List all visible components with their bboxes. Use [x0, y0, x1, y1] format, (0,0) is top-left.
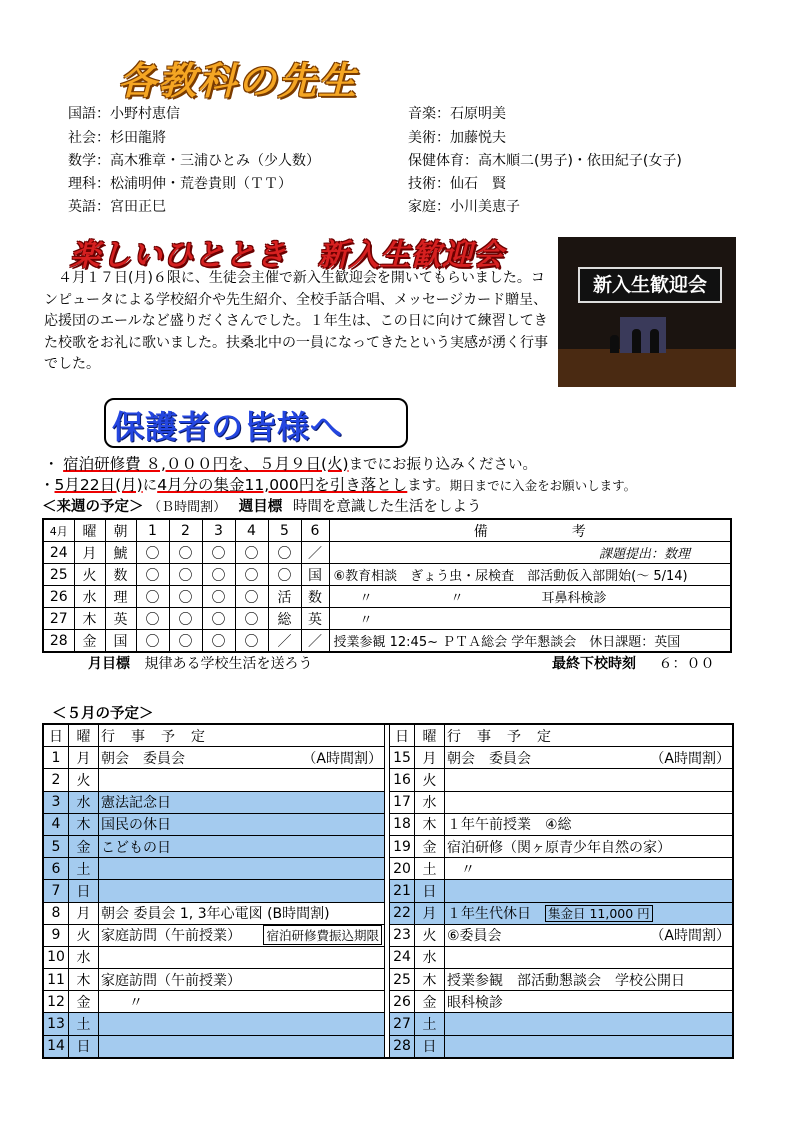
may-event-cell [445, 835, 734, 857]
may-weekday: 金 [415, 835, 445, 857]
week-cell: 〇 [202, 608, 235, 630]
may-row [43, 880, 733, 902]
may-weekday: 土 [69, 1013, 99, 1035]
photo-banner: 新入生歓迎会 [578, 267, 722, 303]
may-day: 3 [43, 791, 69, 813]
notice-bullet: ・ [44, 457, 64, 473]
week-header-cell: 5 [268, 519, 301, 542]
week-row [43, 564, 731, 586]
week-schedule-table [42, 518, 732, 653]
may-weekday: 金 [69, 835, 99, 857]
may-event: 授業参観 部活動懇談会 学校公開日 [447, 972, 685, 989]
notice-payment-amount: 宿泊研修費 ８,０００円を、５月９日(火) [63, 455, 349, 473]
may-day: 20 [390, 858, 415, 880]
week-cell: 26 [43, 586, 74, 608]
week-cell: 〇 [268, 564, 301, 586]
week-cell: 火 [74, 564, 105, 586]
week-cell: 鯱 [105, 542, 136, 564]
may-weekday: 月 [69, 902, 99, 924]
teacher-entry: 保健体育：高木順二(男子)・依田紀子(女子) [408, 153, 682, 169]
may-weekday: 月 [415, 747, 445, 769]
week-row [43, 586, 731, 608]
may-event-timetable: （A時間割） [650, 928, 730, 945]
week-cell: 〇 [169, 586, 202, 608]
may-row [43, 991, 733, 1013]
may-row [43, 791, 733, 813]
may-day: 6 [43, 858, 69, 880]
may-event-cell [445, 946, 734, 968]
week-cell: 〇 [235, 564, 268, 586]
may-event: 朝会 委員会 [447, 750, 531, 767]
may-day: 15 [390, 747, 415, 769]
week-cell: 理 [105, 586, 136, 608]
month-goal: 規律ある学校生活を送ろう [144, 656, 313, 672]
photo-person [632, 329, 641, 353]
may-header-cell: 行 事 予 定 [445, 724, 734, 747]
week-goal: 時間を意識した生活をしよう [292, 499, 482, 515]
may-day: 7 [43, 880, 69, 902]
week-goal-label: 週目標 [238, 499, 283, 515]
week-cell: 〇 [268, 542, 301, 564]
may-schedule-table [42, 723, 734, 1059]
week-header-cell: 備 考 [329, 519, 731, 542]
week-cell: 〇 [136, 630, 169, 653]
teacher-entry: 社会：杉田龍將 [68, 130, 166, 146]
week-cell: 国 [301, 564, 329, 586]
week-cell: 25 [43, 564, 74, 586]
may-event: 家庭訪問（午前授業） [101, 928, 241, 945]
week-cell: 数 [105, 564, 136, 586]
may-weekday: 日 [415, 1035, 445, 1058]
week-cell: 月 [74, 542, 105, 564]
may-row [43, 946, 733, 968]
may-day: 1 [43, 747, 69, 769]
may-event-cell [99, 1013, 385, 1035]
teacher-entry: 美術：加藤悦夫 [408, 130, 506, 146]
may-event-cell [445, 747, 734, 769]
week-remarks-cell: ⑥教育相談 ぎょう虫・尿検査 部活動仮入部開始(～ 5/14) [329, 564, 731, 586]
teacher-entry: 国語：小野村恵信 [68, 106, 180, 122]
may-header-cell: 曜 [415, 724, 445, 747]
week-cell: 〇 [235, 630, 268, 653]
may-weekday: 日 [69, 880, 99, 902]
may-event-cell [99, 969, 385, 991]
week-cell: 〇 [169, 564, 202, 586]
may-event-cell [445, 902, 734, 924]
may-day: 24 [390, 946, 415, 968]
may-day: 5 [43, 835, 69, 857]
photo-person [610, 335, 619, 353]
may-weekday: 日 [69, 1035, 99, 1058]
teacher-entry: 数学：高木雅章・三浦ひとみ（少人数） [68, 153, 320, 169]
may-weekday: 水 [415, 946, 445, 968]
week-cell: 〇 [136, 608, 169, 630]
may-header-cell: 日 [43, 724, 69, 747]
week-header-cell: 3 [202, 519, 235, 542]
may-event-cell [445, 880, 734, 902]
may-event-cell [445, 813, 734, 835]
welcome-photo [558, 237, 736, 387]
may-day: 4 [43, 813, 69, 835]
may-event: 朝会 委員会 [101, 750, 185, 767]
week-cell: 〇 [202, 542, 235, 564]
may-weekday: 月 [415, 902, 445, 924]
notice-withdrawal [40, 473, 636, 495]
week-cell: ／ [301, 542, 329, 564]
may-row [43, 813, 733, 835]
notice-payment-text: までにお振り込みください。 [348, 457, 538, 473]
week-row [43, 630, 731, 653]
parents-title: 保護者の皆様へ [112, 408, 344, 446]
week-cell: ／ [301, 630, 329, 653]
month-goal-label: 月目標 [88, 656, 130, 672]
week-cell: 〇 [136, 564, 169, 586]
week-cell: ／ [268, 630, 301, 653]
week-header-cell: 1 [136, 519, 169, 542]
week-remarks-cell: 〃 [329, 608, 731, 630]
may-event: ⑥委員会 [447, 928, 502, 945]
may-event-cell [445, 1013, 734, 1035]
may-event: 宿泊研修（関ヶ原青少年自然の家） [447, 839, 671, 856]
week-header-cell: 4 [235, 519, 268, 542]
last-leave-time: ６：００ [658, 656, 715, 672]
may-weekday: 火 [69, 769, 99, 791]
week-heading: ＜来週の予定＞ [42, 499, 144, 515]
may-event: 憲法記念日 [101, 795, 171, 812]
may-weekday: 水 [69, 791, 99, 813]
may-weekday: 木 [69, 813, 99, 835]
week-cell: 28 [43, 630, 74, 653]
teacher-entry: 音楽：石原明美 [408, 106, 506, 122]
may-day: 28 [390, 1035, 415, 1058]
may-event-cell [99, 1035, 385, 1058]
may-weekday: 水 [415, 791, 445, 813]
week-cell: 〇 [202, 564, 235, 586]
may-row [43, 1013, 733, 1035]
may-weekday: 木 [69, 969, 99, 991]
may-event-cell [445, 791, 734, 813]
week-timetable-type: （Ｂ時間割） [148, 500, 227, 515]
may-day: 18 [390, 813, 415, 835]
notice-withdrawal-small: 期日までに入金をお願いします。 [449, 478, 637, 493]
may-day: 27 [390, 1013, 415, 1035]
week-cell: 数 [301, 586, 329, 608]
may-day: 19 [390, 835, 415, 857]
last-leave-label: 最終下校時刻 [552, 656, 636, 672]
may-event: 家庭訪問（午前授業） [101, 972, 241, 989]
week-cell: 木 [74, 608, 105, 630]
may-weekday: 木 [415, 813, 445, 835]
may-day: 9 [43, 924, 69, 946]
may-row [43, 969, 733, 991]
may-event-cell [445, 858, 734, 880]
may-weekday: 木 [415, 969, 445, 991]
may-header-row [43, 724, 733, 747]
may-event: 眼科検診 [447, 994, 503, 1011]
may-weekday: 火 [69, 924, 99, 946]
notice-withdrawal-date: 5月22日(月) [54, 476, 143, 494]
week-cell: 〇 [169, 542, 202, 564]
may-weekday: 月 [69, 747, 99, 769]
week-cell: 24 [43, 542, 74, 564]
may-day: 8 [43, 902, 69, 924]
week-cell: 27 [43, 608, 74, 630]
week-cell: 国 [105, 630, 136, 653]
may-weekday: 土 [415, 1013, 445, 1035]
photo-stage [558, 349, 736, 387]
week-cell: 〇 [235, 542, 268, 564]
may-event-cell [99, 791, 385, 813]
may-event: 〃 [101, 994, 143, 1011]
may-day: 14 [43, 1035, 69, 1058]
week-header-cell: 4月 [43, 519, 74, 542]
week-cell: 金 [74, 630, 105, 653]
week-header-cell: 2 [169, 519, 202, 542]
may-day: 26 [390, 991, 415, 1013]
week-remarks-cell: 授業参観 12:45~ ＰＴＡ総会 学年懇談会 休日課題：英国 [329, 630, 731, 653]
week-cell: 〇 [136, 542, 169, 564]
may-event-cell [99, 769, 385, 791]
may-header-cell: 日 [390, 724, 415, 747]
teacher-entry: 英語：宮田正巳 [68, 199, 166, 215]
photo-person [650, 329, 659, 353]
welcome-title: 楽しいひととき 新入生歓迎会 [70, 238, 504, 273]
may-weekday: 金 [415, 991, 445, 1013]
teachers-title: 各教科の先生 [118, 59, 359, 103]
week-remarks-cell: 〃 〃 耳鼻科検診 [329, 586, 731, 608]
may-day: 17 [390, 791, 415, 813]
may-event-cell [99, 880, 385, 902]
week-heading-line [42, 495, 481, 516]
may-row [43, 1035, 733, 1058]
may-weekday: 火 [415, 924, 445, 946]
teacher-entry: 家庭：小川美恵子 [408, 199, 520, 215]
welcome-paragraph: ４月１７日(月)６限に、生徒会主催で新入生歓迎会を開いてもらいました。コンピュータによる学校紹介や先生紹介、全校手話合唱、メッセージカード贈呈、応援団のエールなど盛りだくさんでした。１年生は、この日に向けて練習してきた校歌をお礼に歌いました。扶桑北中の一員になってきたという実感が湧く行事でした。 [44, 270, 548, 372]
may-day: 22 [390, 902, 415, 924]
may-event-cell [445, 769, 734, 791]
teacher-entry: 理科：松浦明伸・荒巻貴則（ＴＴ） [68, 176, 292, 192]
may-event: １年午前授業 ④総 [447, 817, 572, 834]
may-day: 10 [43, 946, 69, 968]
week-row [43, 608, 731, 630]
photo-backdrop [620, 317, 666, 353]
may-weekday: 日 [415, 880, 445, 902]
week-cell: 水 [74, 586, 105, 608]
week-row [43, 542, 731, 564]
may-event: こどもの日 [101, 839, 171, 856]
may-heading: ＜５月の予定＞ [52, 706, 154, 722]
may-day: 13 [43, 1013, 69, 1035]
notice-withdrawal-amount: 4月分の集金11,000円を引き落とし [157, 476, 408, 494]
may-weekday: 水 [69, 946, 99, 968]
may-event-timetable: （A時間割） [302, 750, 382, 767]
may-day: 16 [390, 769, 415, 791]
may-event-boxed-note: 宿泊研修費振込期限 [263, 925, 382, 945]
week-header-cell: 曜 [74, 519, 105, 542]
week-header-cell: 6 [301, 519, 329, 542]
may-row [43, 858, 733, 880]
notice-withdrawal-tail: ます。 [407, 478, 450, 494]
may-header-cell: 行 事 予 定 [99, 724, 385, 747]
may-event: 朝会 委員会 1, 3年心電図 (B時間割) [101, 906, 330, 923]
may-weekday: 土 [69, 858, 99, 880]
last-leave-line [552, 653, 714, 673]
may-event: １年生代休日 [447, 906, 531, 923]
may-row [43, 769, 733, 791]
week-remarks-cell: 課題提出：数理 [329, 542, 731, 564]
may-row [43, 835, 733, 857]
may-row [43, 902, 733, 924]
may-event-timetable: （A時間割） [650, 750, 730, 767]
may-event-cell [99, 924, 385, 946]
may-day: 12 [43, 991, 69, 1013]
may-day: 23 [390, 924, 415, 946]
may-row [43, 924, 733, 946]
month-goal-line [88, 653, 312, 673]
week-cell: 〇 [235, 608, 268, 630]
week-header-row [43, 519, 731, 542]
week-cell: 〇 [169, 630, 202, 653]
may-event: 〃 [447, 861, 475, 878]
may-event-cell [445, 1035, 734, 1058]
week-cell: 〇 [235, 586, 268, 608]
may-weekday: 金 [69, 991, 99, 1013]
may-event-boxed-note: 集金日 11,000 円 [545, 905, 653, 922]
may-day: 2 [43, 769, 69, 791]
may-event-cell [445, 969, 734, 991]
week-cell: 〇 [136, 586, 169, 608]
may-event-cell [445, 991, 734, 1013]
week-cell: 活 [268, 586, 301, 608]
may-event-cell [99, 813, 385, 835]
week-cell: 英 [105, 608, 136, 630]
notice-withdrawal-particle: に [142, 478, 158, 494]
may-event-cell [99, 747, 385, 769]
may-event: 国民の休日 [101, 817, 171, 834]
week-cell: 〇 [169, 608, 202, 630]
week-cell: 総 [268, 608, 301, 630]
week-cell: 〇 [202, 586, 235, 608]
teacher-entry: 技術：仙石 賢 [408, 176, 506, 192]
may-day: 11 [43, 969, 69, 991]
notice-bullet: ・ [40, 478, 55, 494]
may-event-cell [99, 835, 385, 857]
may-event-cell [445, 924, 734, 946]
may-header-cell: 曜 [69, 724, 99, 747]
may-day: 21 [390, 880, 415, 902]
may-event-cell [99, 991, 385, 1013]
may-row [43, 747, 733, 769]
week-cell: 英 [301, 608, 329, 630]
notice-payment [44, 452, 537, 474]
week-header-cell: 朝 [105, 519, 136, 542]
may-event-cell [99, 946, 385, 968]
may-event-cell [99, 858, 385, 880]
week-cell: 〇 [202, 630, 235, 653]
may-day: 25 [390, 969, 415, 991]
may-weekday: 土 [415, 858, 445, 880]
may-event-cell [99, 902, 385, 924]
may-weekday: 火 [415, 769, 445, 791]
